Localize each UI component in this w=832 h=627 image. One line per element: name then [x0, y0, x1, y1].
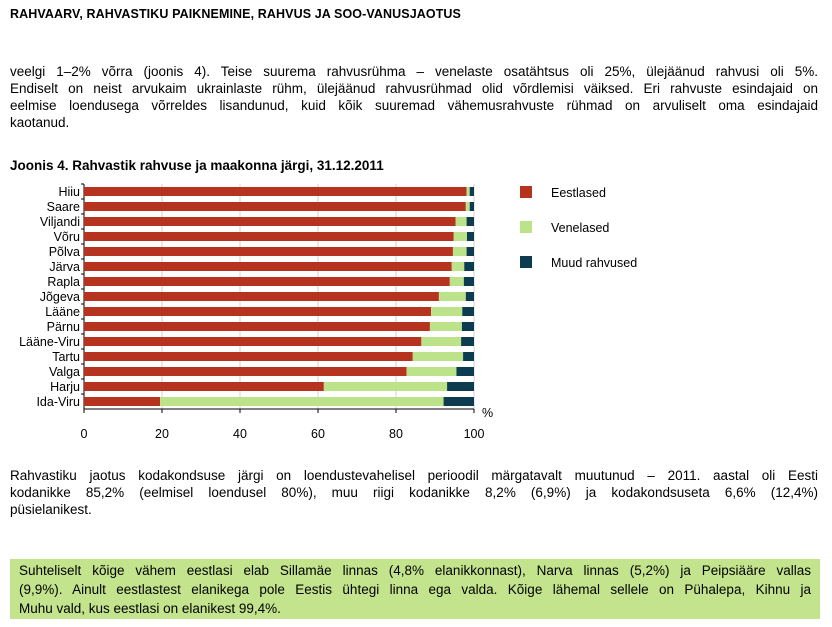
bar-segment: [84, 367, 407, 376]
note-line: Suhteliselt kõige vähem eestlasi elab Sillamäe linnas (4,8% elanikkonnast), Narva linnas (5,2%) ja Peipsiääre vallas: [19, 563, 811, 578]
legend-label: Muud rahvused: [551, 256, 638, 270]
bar-segment: [467, 217, 474, 226]
bar-segment: [84, 292, 439, 301]
bar-segment: [463, 352, 474, 361]
bar-segment: [467, 187, 470, 196]
category-label: Hiiu: [58, 185, 80, 199]
category-label: Tartu: [52, 350, 80, 364]
category-label: Võru: [53, 230, 80, 244]
category-label: Valga: [48, 365, 80, 379]
legend-label: Eestlased: [551, 186, 606, 200]
legend-swatch: [520, 256, 532, 268]
category-label: Lääne: [45, 305, 80, 319]
bar-segment: [447, 382, 474, 391]
bar-segment: [84, 202, 466, 211]
category-label: Harju: [50, 380, 80, 394]
category-label: Järva: [49, 260, 80, 274]
bar-segment: [84, 247, 453, 256]
bar-segment: [413, 352, 463, 361]
bar-segment: [456, 217, 467, 226]
bar-segment: [324, 382, 447, 391]
category-label: Põlva: [48, 245, 80, 259]
category-label: Pärnu: [46, 320, 80, 334]
paragraph2-line: kodanikke 85,2% (eelmisel loendusel 80%), muu riigi kodanikke 8,2% (6,9%) ja kodakondsuseta 6,6% (12,4%): [10, 485, 818, 500]
bar-segment: [84, 217, 456, 226]
bar-segment: [84, 382, 324, 391]
legend-swatch: [520, 221, 532, 233]
bar-segment: [470, 202, 474, 211]
bar-segment: [464, 262, 474, 271]
bar-segment: [84, 352, 413, 361]
bar-segment: [466, 202, 470, 211]
bar-segment: [452, 262, 464, 271]
bar-segment: [84, 337, 421, 346]
bar-segment: [84, 397, 160, 406]
paragraph1-line: kaotanud.: [10, 115, 70, 130]
bar-segment: [444, 397, 474, 406]
bar-segment: [454, 232, 467, 241]
category-label: Lääne-Viru: [19, 335, 80, 349]
bar-segment: [464, 277, 474, 286]
intro-paragraph: [10, 63, 818, 131]
legend-label: Venelased: [551, 221, 610, 235]
bar-segment: [160, 397, 444, 406]
paragraph2-line: püsielanikest.: [10, 502, 92, 517]
stacked-bar-chart: [0, 176, 832, 438]
category-label: Viljandi: [39, 215, 80, 229]
bar-segment: [439, 292, 466, 301]
citizenship-paragraph: [10, 467, 818, 518]
legend-swatch: [520, 186, 532, 198]
section-header: RAHVAARV, RAHVASTIKU PAIKNEMINE, RAHVUS JA SOO-VANUSJAOTUS: [10, 7, 461, 21]
x-axis-unit-label: %: [482, 406, 494, 420]
bar-segment: [84, 187, 467, 196]
paragraph1-line: Endiselt on neist arvukaim ukrainlaste rühm, ülejäänud rahvusrühmad olid võrdlemisi väiksed. Eri rahvuste esindajaid on: [10, 81, 818, 96]
x-tick-label: 80: [389, 427, 403, 438]
bar-segment: [470, 187, 474, 196]
category-label: Jõgeva: [39, 290, 80, 304]
x-tick-label: 60: [311, 427, 325, 438]
x-tick-label: 100: [463, 427, 485, 438]
bar-segment: [421, 337, 461, 346]
bar-segment: [84, 322, 430, 331]
x-tick-label: 40: [233, 427, 247, 438]
bar-segment: [467, 232, 474, 241]
bar-segment: [462, 322, 474, 331]
highlight-note-box: [10, 559, 820, 619]
bar-segment: [461, 337, 474, 346]
bar-segment: [456, 367, 474, 376]
paragraph1-line: veelgi 1–2% võrra (joonis 4). Teise suurema rahvusrühma – venelaste osatähtsus oli 25%, ülejäänud rahvusi oli 5%.: [10, 64, 818, 79]
paragraph1-line: eelmise loendusega võrreldes lisandunud, kuid kõik suuremad vähemusrahvuste rühmad on arvuliselt oma esindajaid: [10, 98, 818, 113]
category-label: Saare: [46, 200, 80, 214]
x-tick-label: 0: [80, 427, 88, 438]
bar-segment: [462, 307, 474, 316]
bar-segment: [84, 277, 450, 286]
chart-title: Joonis 4. Rahvastik rahvuse ja maakonna järgi, 31.12.2011: [10, 158, 384, 173]
bar-segment: [407, 367, 457, 376]
x-tick-label: 20: [155, 427, 169, 438]
category-label: Ida-Viru: [36, 395, 80, 409]
note-line: (9,9%). Ainult eestlastest elanikega pole Eestis ühtegi linna ega valda. Kõige lähemal sellele on Pühalepa, Kihnu ja: [19, 582, 811, 597]
bar-segment: [84, 262, 452, 271]
category-label: Rapla: [47, 275, 80, 289]
bar-segment: [466, 292, 474, 301]
note-line: Muhu vald, kus eestlasi on elanikest 99,4%.: [19, 601, 281, 616]
paragraph2-line: Rahvastiku jaotus kodakondsuse järgi on loendustevahelisel perioodil märgatavalt muutunud – 2011. aastal oli Eesti: [10, 468, 818, 483]
bar-segment: [453, 247, 467, 256]
bar-segment: [467, 247, 474, 256]
bar-segment: [430, 322, 462, 331]
bar-segment: [84, 307, 431, 316]
bar-segment: [84, 232, 454, 241]
bar-segment: [431, 307, 462, 316]
bar-segment: [450, 277, 464, 286]
